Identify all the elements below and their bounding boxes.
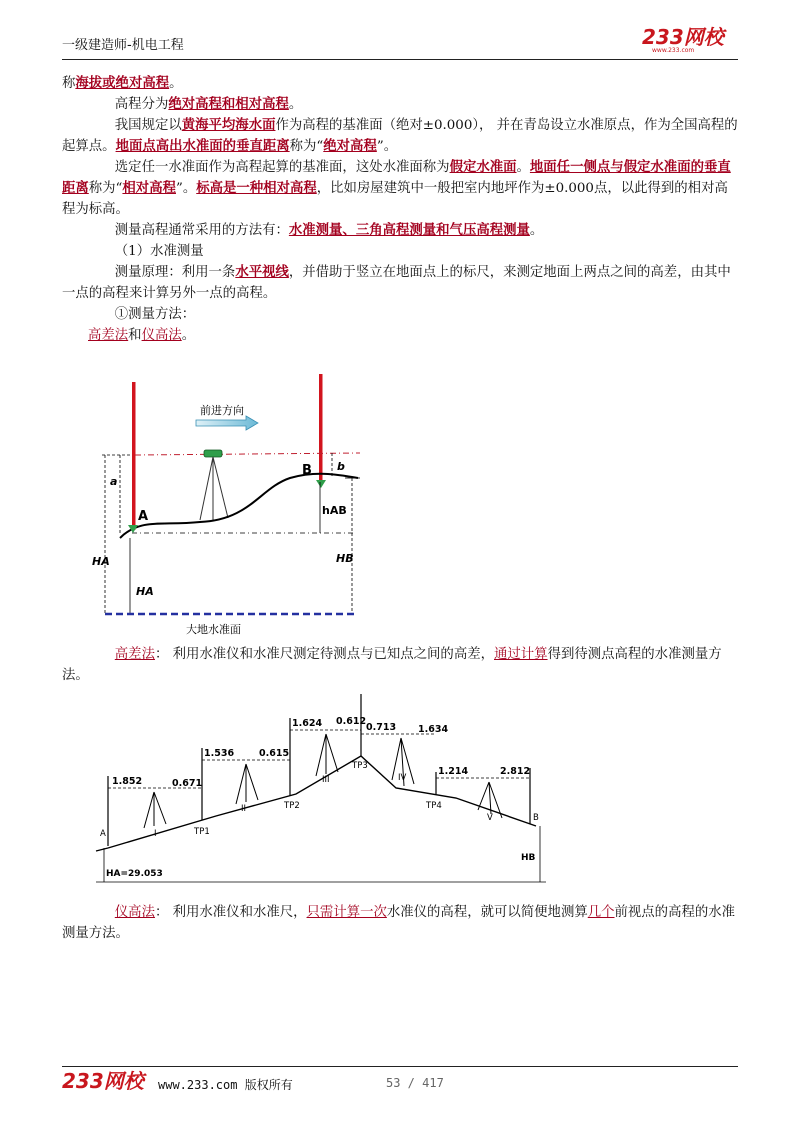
paragraph-3: 我国规定以黄海平均海水面作为高程的基准面（绝对±0.000）， 并在青岛设立水准原点，作为全国高程的起算点。地面点高出水准面的垂直距离称为“绝对高程”。: [62, 117, 738, 154]
turning-point-1: TP1: [194, 827, 210, 837]
paragraph-1: 称海拔或绝对高程。: [62, 75, 183, 91]
turning-point-4: TP4: [426, 801, 442, 811]
reading-5: 1.624: [292, 718, 323, 729]
paragraph-9: 高差法和仪高法。: [88, 328, 196, 343]
terrain-profile: [108, 756, 536, 848]
page-footer: [62, 1068, 738, 1098]
label-a: A: [138, 509, 149, 524]
highlight-elevation-types: 绝对高程和相对高程: [168, 96, 289, 112]
ha-value: HA=29.053: [106, 869, 163, 879]
paragraph-7: 测量原理：利用一条水平视线，并借助于竖立在地面点上的标尺，来测定地面上两点之间的高差，由其中一点的高程来计算另外一点的高程。: [62, 264, 731, 301]
reading-8: 1.634: [418, 724, 449, 735]
reading-1: 1.852: [112, 776, 143, 787]
station-5: V: [487, 813, 493, 823]
label-b: B: [302, 463, 312, 478]
footer-logo: [62, 1068, 154, 1094]
multi-station-leveling-diagram: [96, 686, 556, 886]
direction-arrow-icon: [196, 416, 258, 430]
staff-a: [132, 382, 136, 530]
leveling-principle-diagram: [92, 370, 370, 640]
label-ha: HA: [136, 585, 154, 598]
paragraph-8: ①测量方法：: [114, 307, 196, 322]
footer-copyright: www.233.com 版权所有: [158, 1078, 293, 1092]
level-instrument-icon: [204, 450, 222, 457]
paragraph-6: （1）水准测量: [114, 244, 204, 259]
reading-2: 0.671: [172, 778, 203, 789]
reading-6: 0.612: [336, 716, 367, 727]
header-rule: [62, 59, 738, 60]
reading-4: 0.615: [259, 748, 290, 759]
point-b-marker: [316, 480, 326, 488]
station-4: IV: [398, 773, 407, 783]
reading-7: 0.713: [366, 722, 397, 733]
label-b: B: [533, 813, 539, 823]
header-title: 一级建造师-机电工程: [62, 38, 184, 53]
paragraph-2: 高程分为绝对高程和相对高程。: [114, 96, 303, 112]
horizontal-sight-line: [135, 453, 360, 455]
svg-text:233网校: 233网校: [62, 1069, 144, 1093]
brand-logo: [642, 26, 738, 54]
paragraph-5: 测量高程通常采用的方法有：水准测量、三角高程测量和气压高程测量。: [114, 222, 544, 238]
logo-subtext: www.233.com: [652, 47, 695, 54]
reading-10: 2.812: [500, 766, 531, 777]
label-hab: hAB: [322, 504, 347, 517]
highlight-altitude: 海拔或绝对高程: [75, 75, 170, 91]
reading-9: 1.214: [438, 766, 469, 777]
station-3: III: [322, 775, 330, 785]
label-b-reading: b: [337, 460, 345, 473]
instrument-height-method: 仪高法： 利用水准仪和水准尺，只需计算一次水准仪的高程，就可以简便地测算几个前视点的高程的水准测量方法。: [62, 905, 736, 941]
label-a: A: [100, 829, 106, 839]
label-hb: HB: [521, 853, 536, 863]
label-hi: HA: [92, 555, 110, 568]
point-a-marker: [128, 525, 138, 533]
paragraph-4: 选定任一水准面作为高程起算的基准面，这处水准面称为假定水准面。地面任一侧点与假定水准面的垂直距离称为“相对高程”。标高是一种相对高程，比如房屋建筑中一般把室内地坪作为±0.000点，以此得到的相对高程为标高。: [62, 159, 731, 217]
label-hb: HB: [336, 552, 354, 565]
logo-text: 233网校: [642, 25, 724, 49]
page-number: 53 / 417: [386, 1076, 444, 1090]
height-difference-method: 高差法： 利用水准仪和水准尺测定待测点与已知点之间的高差，通过计算得到待测点高程的水准测量方法。: [62, 647, 722, 683]
turning-point-3: TP3: [352, 761, 368, 771]
main-content: [62, 73, 740, 346]
direction-label: 前进方向: [200, 404, 244, 417]
station-2: II: [241, 804, 247, 814]
turning-point-2: TP2: [284, 801, 300, 811]
reading-3: 1.536: [204, 748, 235, 759]
label-a-reading: a: [110, 475, 118, 488]
footer-rule: [62, 1066, 738, 1067]
station-1: I: [154, 829, 157, 839]
staff-b: [319, 374, 323, 480]
page-header: [62, 26, 738, 58]
datum-label: 大地水准面: [186, 623, 241, 636]
